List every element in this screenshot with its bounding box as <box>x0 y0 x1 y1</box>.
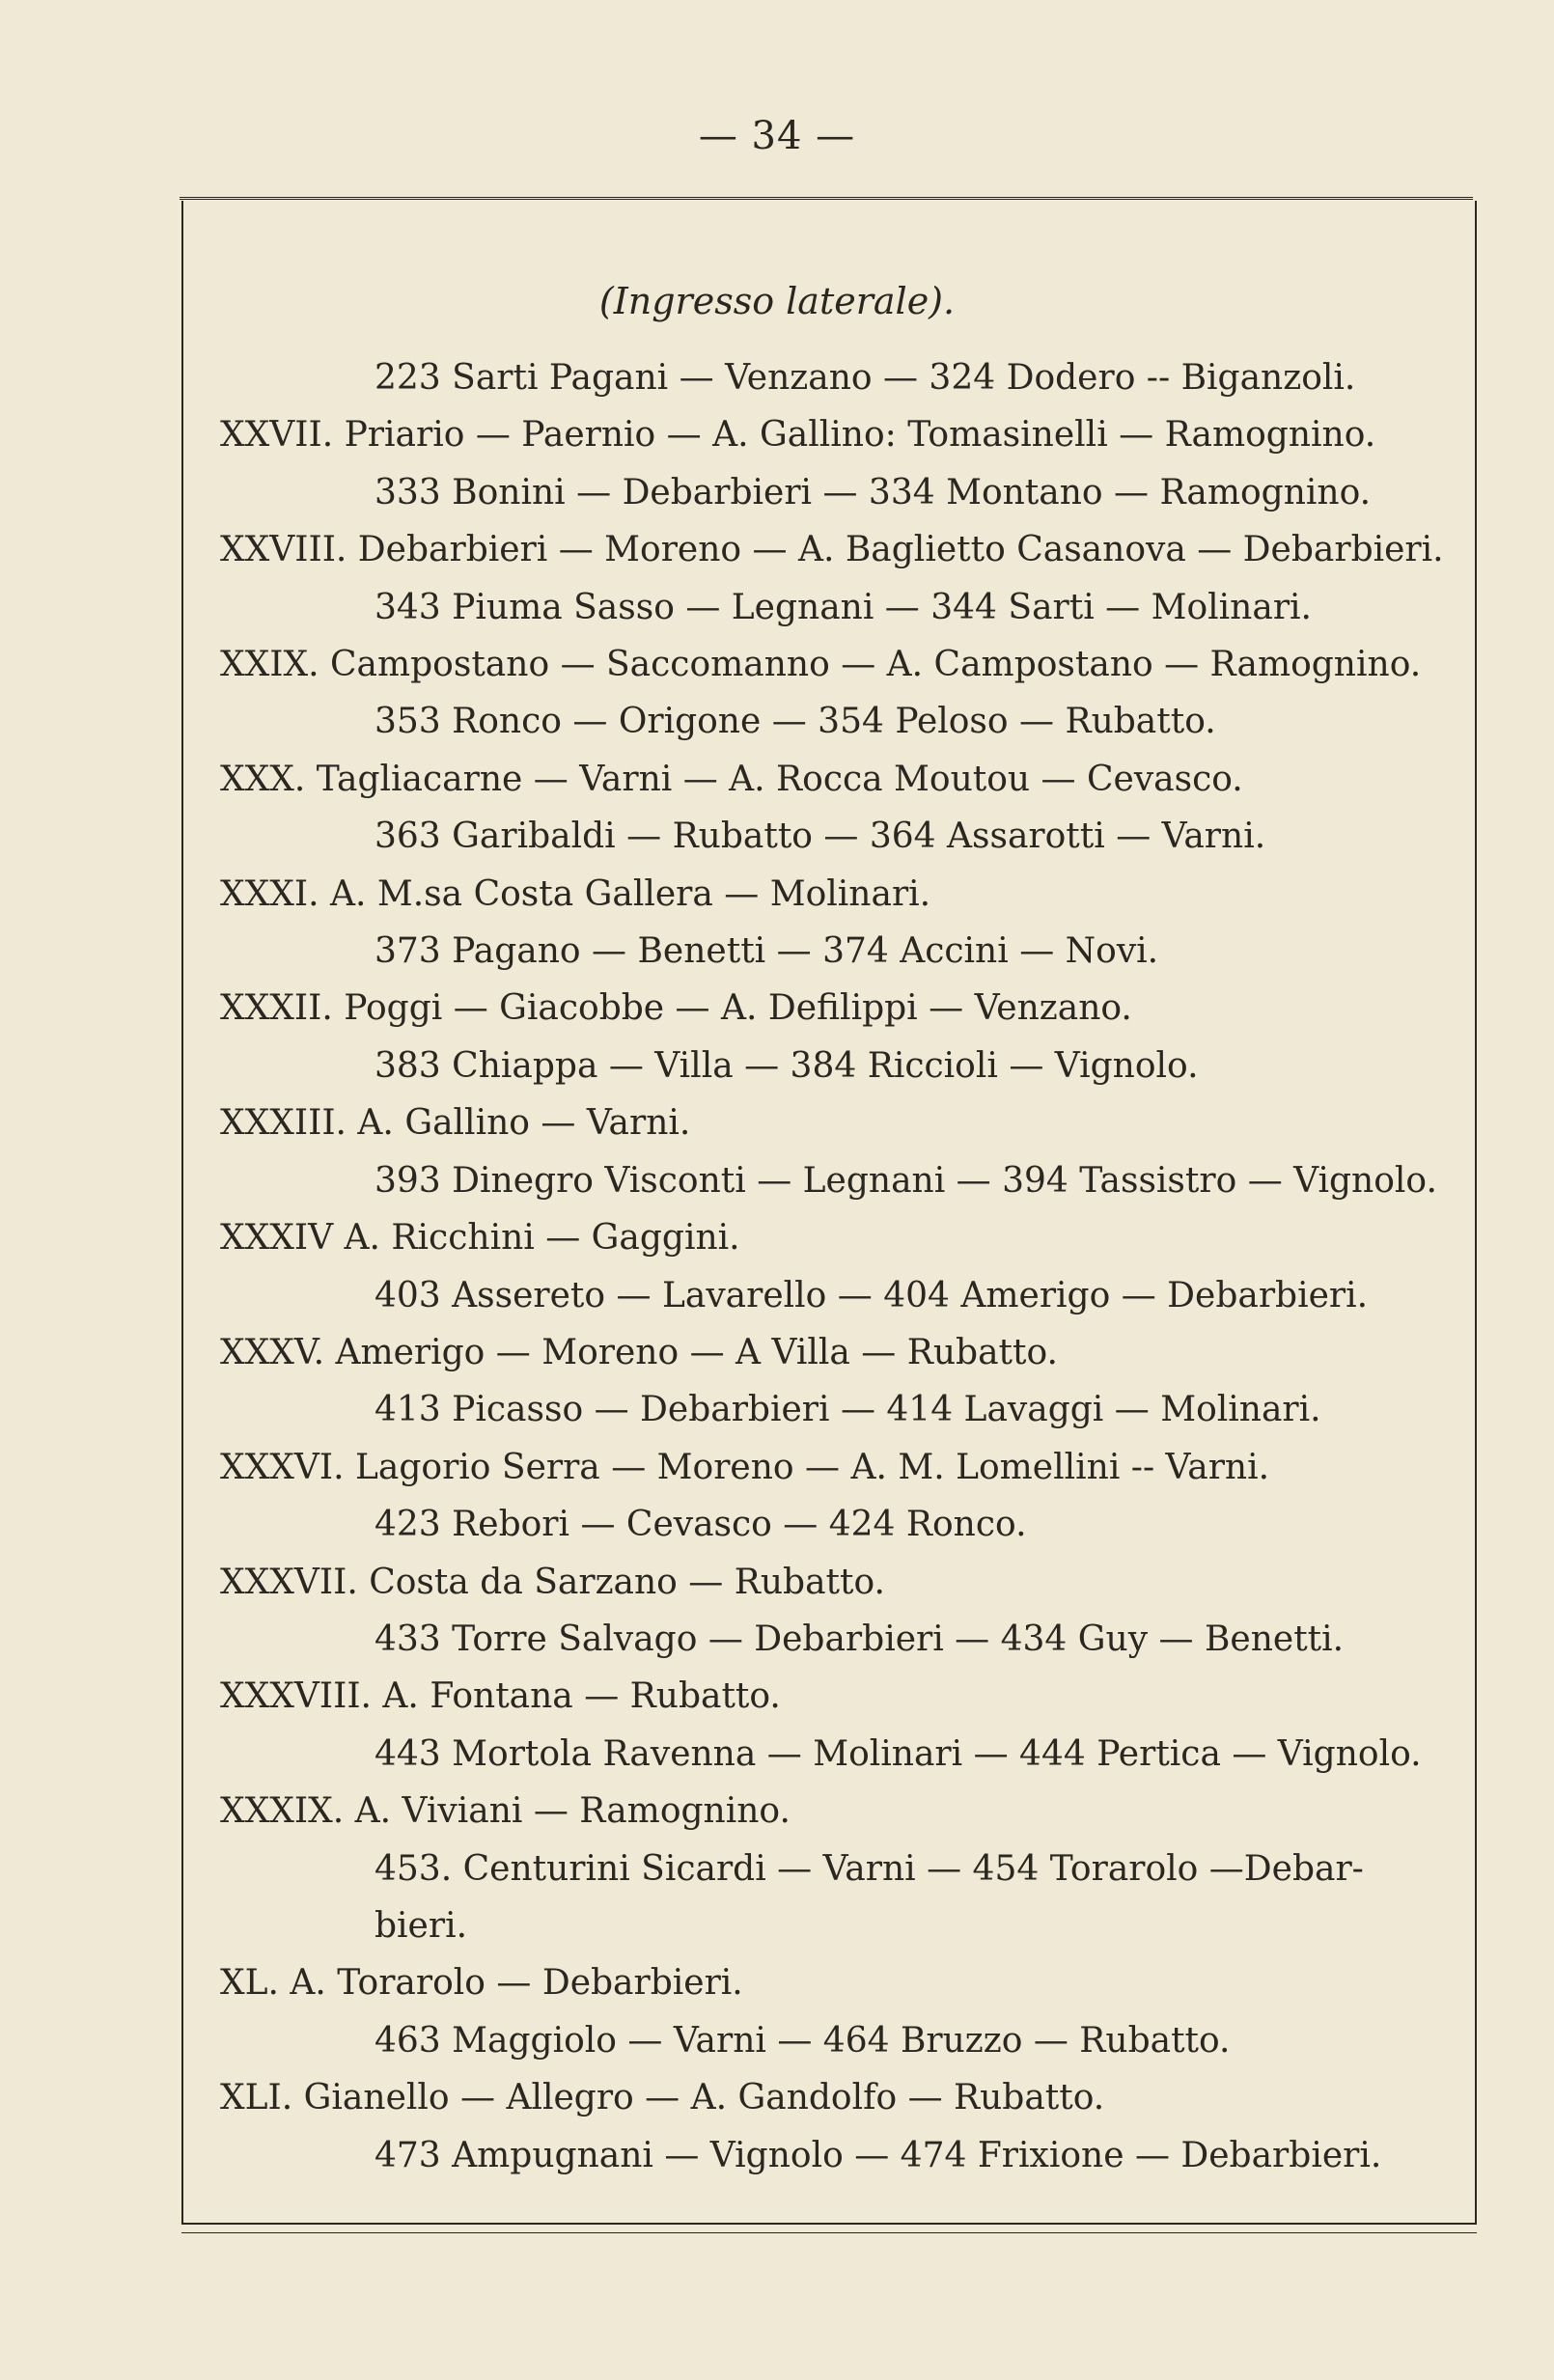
entry-line: XXX. Tagliacarne — Varni — A. Rocca Moutou — Cevasco. <box>220 759 1243 799</box>
top-rule <box>180 197 1473 204</box>
entry-line: 463 Maggiolo — Varni — 464 Bruzzo — Rubatto. <box>375 2020 1231 2061</box>
entry-line: 453. Centurini Sicardi — Varni — 454 Torarolo —Debar- <box>375 1848 1364 1889</box>
entry-line: XXXIX. A. Viviani — Ramognino. <box>220 1791 791 1832</box>
entry-line: 413 Picasso — Debarbieri — 414 Lavaggi — Molinari. <box>375 1390 1321 1430</box>
entry-list <box>220 349 1444 2184</box>
entry-line: XLI. Gianello — Allegro — A. Gandolfo — Rubatto. <box>220 2078 1105 2118</box>
section-heading: (Ingresso laterale). <box>598 280 956 322</box>
entry-line: 403 Assereto — Lavarello — 404 Amerigo — Debarbieri. <box>375 1275 1369 1315</box>
entry-line: 343 Piuma Sasso — Legnani — 344 Sarti — Molinari. <box>375 587 1312 627</box>
entry-line: 353 Ronco — Origone — 354 Peloso — Rubatto. <box>375 702 1216 742</box>
entry-line: 473 Ampugnani — Vignolo — 474 Frixione — Debarbieri. <box>375 2135 1382 2175</box>
entry-line: XXXVII. Costa da Sarzano — Rubatto. <box>220 1562 885 1602</box>
frame-left-line <box>181 201 183 2225</box>
entry-line: 223 Sarti Pagani — Venzano — 324 Dodero -- Biganzoli. <box>375 358 1356 398</box>
entry-line: XXXII. Poggi — Giacobbe — A. Defilippi — Venzano. <box>220 988 1132 1029</box>
entry-line: 433 Torre Salvago — Debarbieri — 434 Guy — Benetti. <box>375 1619 1345 1659</box>
entry-line: XXXIV A. Ricchini — Gaggini. <box>220 1218 740 1259</box>
entry-line: XXXVIII. A. Fontana — Rubatto. <box>220 1676 781 1717</box>
entry-line: XXVIII. Debarbieri — Moreno — A. Baglietto Casanova — Debarbieri. <box>220 530 1444 570</box>
entry-line: XXXVI. Lagorio Serra — Moreno — A. M. Lomellini -- Varni. <box>220 1447 1270 1487</box>
entry-line: XXXIII. A. Gallino — Varni. <box>220 1103 691 1144</box>
entry-line: 373 Pagano — Benetti — 374 Accini — Novi. <box>375 931 1159 972</box>
entry-line: XL. A. Torarolo — Debarbieri. <box>220 1963 743 2004</box>
entry-line: 333 Bonini — Debarbieri — 334 Montano — Ramognino. <box>375 472 1372 512</box>
entry-line: 393 Dinegro Visconti — Legnani — 394 Tassistro — Vignolo. <box>375 1160 1437 1201</box>
bottom-rule <box>181 2223 1477 2225</box>
frame-right-line <box>1475 201 1477 2225</box>
entry-line: XXIX. Campostano — Saccomanno — A. Campostano — Ramognino. <box>220 645 1422 685</box>
page-number: — 34 — <box>698 114 856 158</box>
entry-line: XXXV. Amerigo — Moreno — A Villa — Rubatto. <box>220 1332 1058 1372</box>
bottom-rule-secondary <box>181 2232 1477 2233</box>
entry-line: XXXI. A. M.sa Costa Gallera — Molinari. <box>220 873 931 914</box>
entry-line: 443 Mortola Ravenna — Molinari — 444 Pertica — Vignolo. <box>375 1733 1422 1774</box>
entry-line: XXVII. Priario — Paernio — A. Gallino: Tomasinelli — Ramognino. <box>220 415 1376 456</box>
entry-line: 423 Rebori — Cevasco — 424 Ronco. <box>375 1505 1027 1545</box>
entry-line: 383 Chiappa — Villa — 384 Riccioli — Vignolo. <box>375 1045 1199 1086</box>
entry-line: 363 Garibaldi — Rubatto — 364 Assarotti — Varni. <box>375 816 1266 857</box>
entry-line: bieri. <box>375 1905 468 1946</box>
